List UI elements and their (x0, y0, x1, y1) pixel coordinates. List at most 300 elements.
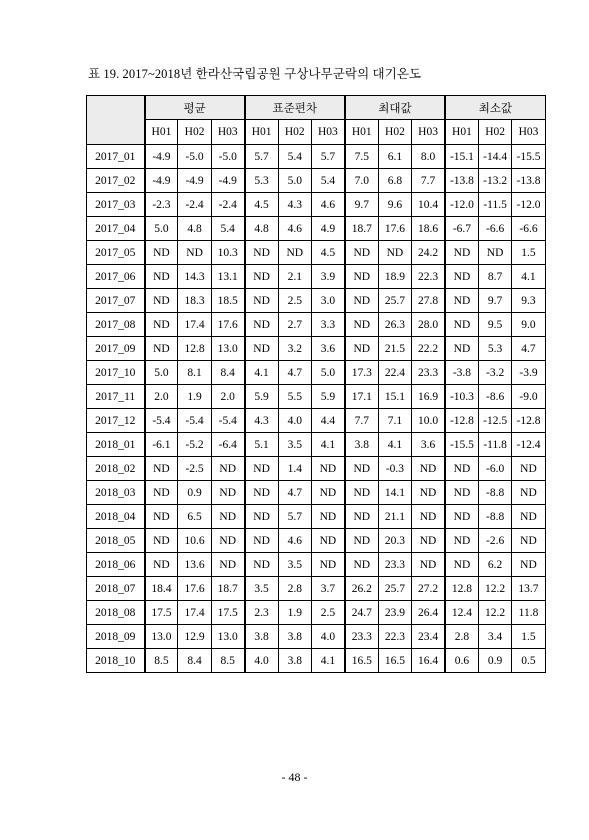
sub-header-cell: H03 (512, 120, 545, 145)
table-cell: -5.0 (211, 145, 244, 169)
sub-header-row (87, 120, 546, 145)
table-cell: 1.9 (178, 385, 211, 409)
table-cell: 4.7 (278, 361, 311, 385)
table-cell: 14.1 (378, 481, 411, 505)
table-cell: 12.4 (445, 601, 478, 625)
table-cell: 2.1 (278, 265, 311, 289)
table-cell: -12.8 (445, 409, 478, 433)
table-cell: 5.9 (311, 385, 344, 409)
table-cell: 13.0 (211, 625, 244, 649)
row-label: 2017_10 (87, 361, 145, 385)
table-cell: 3.7 (311, 577, 344, 601)
table-cell: 2.8 (278, 577, 311, 601)
table-cell: ND (211, 553, 244, 577)
table-cell: 10.0 (412, 409, 445, 433)
table-cell: -6.0 (478, 457, 511, 481)
table-cell: -6.1 (145, 433, 178, 457)
table-cell: 4.3 (278, 193, 311, 217)
table-cell: ND (345, 481, 378, 505)
table-cell: 5.7 (245, 145, 278, 169)
table-cell: 2.0 (211, 385, 244, 409)
table-cell: ND (145, 481, 178, 505)
table-cell: -4.9 (145, 145, 178, 169)
table-cell: ND (512, 457, 545, 481)
table-cell: 9.3 (512, 289, 545, 313)
table-cell: 22.4 (378, 361, 411, 385)
table-row (87, 193, 546, 217)
table-cell: 8.7 (478, 265, 511, 289)
table-cell: 17.5 (211, 601, 244, 625)
table-cell: 3.6 (412, 433, 445, 457)
table-cell: 16.4 (412, 649, 445, 673)
group-header-mean: 평균 (145, 96, 245, 120)
table-cell: 6.8 (378, 169, 411, 193)
row-label: 2017_06 (87, 265, 145, 289)
table-cell: 3.6 (311, 337, 344, 361)
table-row (87, 433, 546, 457)
table-cell: ND (245, 505, 278, 529)
table-cell: 12.2 (478, 601, 511, 625)
table-cell: 0.6 (445, 649, 478, 673)
table-cell: 9.0 (512, 313, 545, 337)
group-header-max: 최대값 (345, 96, 445, 120)
table-cell: ND (445, 457, 478, 481)
table-cell: ND (412, 481, 445, 505)
table-cell: 17.4 (178, 601, 211, 625)
table-cell: 15.1 (378, 385, 411, 409)
table-cell: 13.7 (512, 577, 545, 601)
table-cell: ND (245, 457, 278, 481)
table-cell: 13.0 (145, 625, 178, 649)
table-cell: -3.9 (512, 361, 545, 385)
table-cell: ND (345, 265, 378, 289)
table-cell: ND (345, 337, 378, 361)
table-cell: ND (345, 529, 378, 553)
table-cell: 3.8 (278, 625, 311, 649)
table-cell: -8.8 (478, 505, 511, 529)
table-row (87, 145, 546, 169)
table-cell: -5.2 (178, 433, 211, 457)
table-cell: -4.9 (178, 169, 211, 193)
row-label: 2018_06 (87, 553, 145, 577)
table-cell: 1.5 (512, 625, 545, 649)
table-cell: ND (245, 289, 278, 313)
table-cell: 17.6 (211, 313, 244, 337)
row-label: 2017_12 (87, 409, 145, 433)
table-cell: ND (245, 553, 278, 577)
table-cell: 16.5 (378, 649, 411, 673)
table-cell: 18.4 (145, 577, 178, 601)
table-cell: ND (145, 313, 178, 337)
table-cell: 9.7 (345, 193, 378, 217)
table-cell: ND (345, 241, 378, 265)
group-header-row (87, 96, 546, 120)
table-cell: ND (445, 241, 478, 265)
table-row (87, 529, 546, 553)
table-cell: 16.5 (345, 649, 378, 673)
table-cell: 5.4 (278, 145, 311, 169)
table-cell: ND (412, 505, 445, 529)
table-cell: ND (311, 481, 344, 505)
table-cell: ND (311, 529, 344, 553)
table-cell: 17.6 (378, 217, 411, 241)
table-cell: 18.3 (178, 289, 211, 313)
table-cell: ND (245, 529, 278, 553)
table-cell: 2.7 (278, 313, 311, 337)
table-cell: 21.5 (378, 337, 411, 361)
table-cell: 23.3 (412, 361, 445, 385)
table-cell: 3.5 (245, 577, 278, 601)
table-cell: -13.8 (512, 169, 545, 193)
table-cell: -2.6 (478, 529, 511, 553)
sub-header-cell: H02 (178, 120, 211, 145)
table-cell: 8.1 (178, 361, 211, 385)
table-cell: ND (211, 529, 244, 553)
table-cell: 9.7 (478, 289, 511, 313)
table-cell: 12.8 (178, 337, 211, 361)
table-cell: ND (412, 457, 445, 481)
table-cell: 1.4 (278, 457, 311, 481)
row-label: 2017_03 (87, 193, 145, 217)
table-cell: 24.2 (412, 241, 445, 265)
row-label: 2017_07 (87, 289, 145, 313)
table-row (87, 217, 546, 241)
table-cell: -5.4 (178, 409, 211, 433)
table-cell: 2.5 (278, 289, 311, 313)
table-cell: 3.2 (278, 337, 311, 361)
table-cell: 17.4 (178, 313, 211, 337)
table-cell: 6.5 (178, 505, 211, 529)
table-cell: -6.6 (512, 217, 545, 241)
table-cell: ND (145, 289, 178, 313)
table-cell: ND (145, 505, 178, 529)
table-cell: ND (445, 289, 478, 313)
table-cell: 4.9 (311, 217, 344, 241)
table-cell: 26.4 (412, 601, 445, 625)
table-cell: 5.3 (245, 169, 278, 193)
table-cell: 5.7 (278, 505, 311, 529)
table-cell: ND (311, 457, 344, 481)
table-cell: 5.7 (311, 145, 344, 169)
table-cell: 17.6 (178, 577, 211, 601)
table-cell: 23.3 (378, 553, 411, 577)
table-cell: 4.1 (512, 265, 545, 289)
table-cell: 8.5 (211, 649, 244, 673)
table-cell: -12.5 (478, 409, 511, 433)
table-cell: 5.4 (211, 217, 244, 241)
table-cell: 3.8 (245, 625, 278, 649)
page-number: - 48 - (281, 770, 308, 784)
table-cell: ND (512, 553, 545, 577)
row-label: 2018_10 (87, 649, 145, 673)
table-cell: 18.6 (412, 217, 445, 241)
group-header-stddev: 표준편차 (245, 96, 345, 120)
group-header-min: 최소값 (445, 96, 545, 120)
table-cell: 2.3 (245, 601, 278, 625)
table-cell: -5.4 (145, 409, 178, 433)
table-cell: 5.0 (311, 361, 344, 385)
table-cell: 0.5 (512, 649, 545, 673)
table-cell: ND (445, 313, 478, 337)
row-label: 2018_03 (87, 481, 145, 505)
row-label: 2017_09 (87, 337, 145, 361)
table-cell: -15.1 (445, 145, 478, 169)
table-cell: -2.4 (178, 193, 211, 217)
sub-header-cell: H01 (245, 120, 278, 145)
row-label: 2018_05 (87, 529, 145, 553)
table-cell: -4.9 (145, 169, 178, 193)
table-cell: 23.9 (378, 601, 411, 625)
table-cell: 22.2 (412, 337, 445, 361)
table-row (87, 409, 546, 433)
sub-header-cell: H01 (145, 120, 178, 145)
table-cell: -10.3 (445, 385, 478, 409)
row-label: 2018_04 (87, 505, 145, 529)
table-cell: 24.7 (345, 601, 378, 625)
table-cell: 4.0 (311, 625, 344, 649)
table-cell: 4.1 (378, 433, 411, 457)
table-cell: 12.9 (178, 625, 211, 649)
table-cell: ND (211, 505, 244, 529)
table-cell: 4.1 (245, 361, 278, 385)
table-cell: -9.0 (512, 385, 545, 409)
table-cell: ND (412, 529, 445, 553)
table-cell: 4.8 (245, 217, 278, 241)
table-cell: ND (145, 529, 178, 553)
table-cell: ND (145, 457, 178, 481)
table-cell: ND (512, 481, 545, 505)
sub-header-cell: H01 (445, 120, 478, 145)
table-cell: 16.9 (412, 385, 445, 409)
table-cell: 20.3 (378, 529, 411, 553)
table-cell: 0.9 (178, 481, 211, 505)
row-label: 2017_02 (87, 169, 145, 193)
table-cell: 7.7 (412, 169, 445, 193)
table-cell: 18.7 (345, 217, 378, 241)
table-cell: ND (311, 553, 344, 577)
table-cell: ND (512, 529, 545, 553)
sub-header-cell: H02 (278, 120, 311, 145)
table-cell: 5.4 (311, 169, 344, 193)
table-cell: -12.8 (512, 409, 545, 433)
table-cell: -12.4 (512, 433, 545, 457)
sub-header-cell: H02 (478, 120, 511, 145)
table-cell: ND (211, 457, 244, 481)
table-cell: -0.3 (378, 457, 411, 481)
table-cell: 26.2 (345, 577, 378, 601)
row-label: 2017_11 (87, 385, 145, 409)
table-cell: 2.5 (311, 601, 344, 625)
table-caption: 표 19. 2017~2018년 한라산국립공원 구상나무군락의 대기온도 (88, 67, 422, 81)
table-cell: 5.1 (245, 433, 278, 457)
table-cell: -12.0 (512, 193, 545, 217)
row-label: 2018_01 (87, 433, 145, 457)
table-cell: 18.9 (378, 265, 411, 289)
table-cell: 25.7 (378, 289, 411, 313)
table-cell: ND (445, 505, 478, 529)
table-cell: ND (278, 241, 311, 265)
table-cell: ND (145, 553, 178, 577)
table-cell: ND (512, 505, 545, 529)
sub-header-cell: H03 (412, 120, 445, 145)
sub-header-cell: H01 (345, 120, 378, 145)
table-cell: 4.8 (178, 217, 211, 241)
table-cell: ND (245, 313, 278, 337)
table-cell: -6.6 (478, 217, 511, 241)
table-cell: 23.4 (412, 625, 445, 649)
table-cell: 4.7 (278, 481, 311, 505)
row-label: 2018_07 (87, 577, 145, 601)
row-label: 2017_08 (87, 313, 145, 337)
table-cell: 4.6 (311, 193, 344, 217)
table-cell: 3.5 (278, 553, 311, 577)
table-cell: 4.7 (512, 337, 545, 361)
table-cell: ND (345, 457, 378, 481)
table-cell: ND (378, 241, 411, 265)
table-body (87, 145, 546, 673)
table-cell: -15.5 (512, 145, 545, 169)
row-label: 2018_08 (87, 601, 145, 625)
table-cell: -2.5 (178, 457, 211, 481)
table-cell: 7.0 (345, 169, 378, 193)
table-cell: ND (345, 289, 378, 313)
table-cell: 2.0 (145, 385, 178, 409)
table-cell: ND (145, 241, 178, 265)
table-cell: 22.3 (412, 265, 445, 289)
table-cell: 3.3 (311, 313, 344, 337)
table-row (87, 625, 546, 649)
table-cell: 6.1 (378, 145, 411, 169)
table-cell: ND (145, 337, 178, 361)
table-cell: 4.3 (245, 409, 278, 433)
table-cell: 21.1 (378, 505, 411, 529)
table-cell: ND (345, 313, 378, 337)
table-row (87, 313, 546, 337)
table-cell: ND (245, 241, 278, 265)
table-cell: 23.3 (345, 625, 378, 649)
table-cell: ND (211, 481, 244, 505)
table-cell: 27.2 (412, 577, 445, 601)
table-cell: 3.5 (278, 433, 311, 457)
table-cell: -11.5 (478, 193, 511, 217)
table-cell: 22.3 (378, 625, 411, 649)
table-cell: 8.4 (211, 361, 244, 385)
table-cell: -13.8 (445, 169, 478, 193)
table-cell: 10.6 (178, 529, 211, 553)
table-cell: -2.4 (211, 193, 244, 217)
table-row (87, 241, 546, 265)
table-cell: 18.5 (211, 289, 244, 313)
table-cell: 4.6 (278, 529, 311, 553)
table-cell: ND (178, 241, 211, 265)
table-cell: 13.0 (211, 337, 244, 361)
table-cell: 28.0 (412, 313, 445, 337)
table-cell: 2.8 (445, 625, 478, 649)
table-cell: 4.1 (311, 433, 344, 457)
table-cell: 3.0 (311, 289, 344, 313)
table-cell: 11.8 (512, 601, 545, 625)
table-cell: 7.1 (378, 409, 411, 433)
table-row (87, 457, 546, 481)
table-cell: 26.3 (378, 313, 411, 337)
table-cell: ND (245, 337, 278, 361)
sub-header-cell: H03 (311, 120, 344, 145)
table-row (87, 577, 546, 601)
row-label: 2017_01 (87, 145, 145, 169)
table-cell: 1.5 (512, 241, 545, 265)
table-cell: 9.5 (478, 313, 511, 337)
table-row (87, 361, 546, 385)
table-cell: 5.0 (145, 361, 178, 385)
table-cell: ND (445, 337, 478, 361)
table-row (87, 385, 546, 409)
table-cell: 0.9 (478, 649, 511, 673)
table-cell: 8.4 (178, 649, 211, 673)
table-cell: 25.7 (378, 577, 411, 601)
table-cell: 5.9 (245, 385, 278, 409)
table-cell: 4.0 (245, 649, 278, 673)
table-cell: -11.8 (478, 433, 511, 457)
table-cell: 3.4 (478, 625, 511, 649)
row-label: 2018_09 (87, 625, 145, 649)
table-cell: -12.0 (445, 193, 478, 217)
table-cell: 27.8 (412, 289, 445, 313)
table-cell: 6.2 (478, 553, 511, 577)
table-row (87, 265, 546, 289)
sub-header-cell: H03 (211, 120, 244, 145)
table-cell: 3.8 (345, 433, 378, 457)
table-cell: 10.3 (211, 241, 244, 265)
table-cell: 4.6 (278, 217, 311, 241)
table-cell: -6.7 (445, 217, 478, 241)
table-cell: 8.5 (145, 649, 178, 673)
table-cell: ND (445, 481, 478, 505)
table-cell: 7.5 (345, 145, 378, 169)
table-row (87, 553, 546, 577)
table-cell: 13.1 (211, 265, 244, 289)
table-cell: -8.8 (478, 481, 511, 505)
table-cell: ND (412, 553, 445, 577)
table-cell: 12.2 (478, 577, 511, 601)
table-cell: ND (245, 481, 278, 505)
table-cell: ND (311, 505, 344, 529)
table-cell: 17.3 (345, 361, 378, 385)
table-cell: -8.6 (478, 385, 511, 409)
table-row (87, 601, 546, 625)
table-cell: ND (478, 241, 511, 265)
table-cell: 4.1 (311, 649, 344, 673)
table-cell: ND (445, 529, 478, 553)
table-cell: -2.3 (145, 193, 178, 217)
table-cell: 5.0 (145, 217, 178, 241)
table-row (87, 649, 546, 673)
sub-header-cell: H02 (378, 120, 411, 145)
table-row (87, 169, 546, 193)
table-cell: -3.8 (445, 361, 478, 385)
table-cell: -14.4 (478, 145, 511, 169)
table-cell: 10.4 (412, 193, 445, 217)
table-cell: 17.1 (345, 385, 378, 409)
table-row (87, 505, 546, 529)
table-cell: 14.3 (178, 265, 211, 289)
table-cell: 1.9 (278, 601, 311, 625)
temperature-table (86, 95, 546, 673)
table-cell: -3.2 (478, 361, 511, 385)
table-cell: -4.9 (211, 169, 244, 193)
table-cell: ND (445, 265, 478, 289)
table-cell: 13.6 (178, 553, 211, 577)
table-cell: ND (445, 553, 478, 577)
